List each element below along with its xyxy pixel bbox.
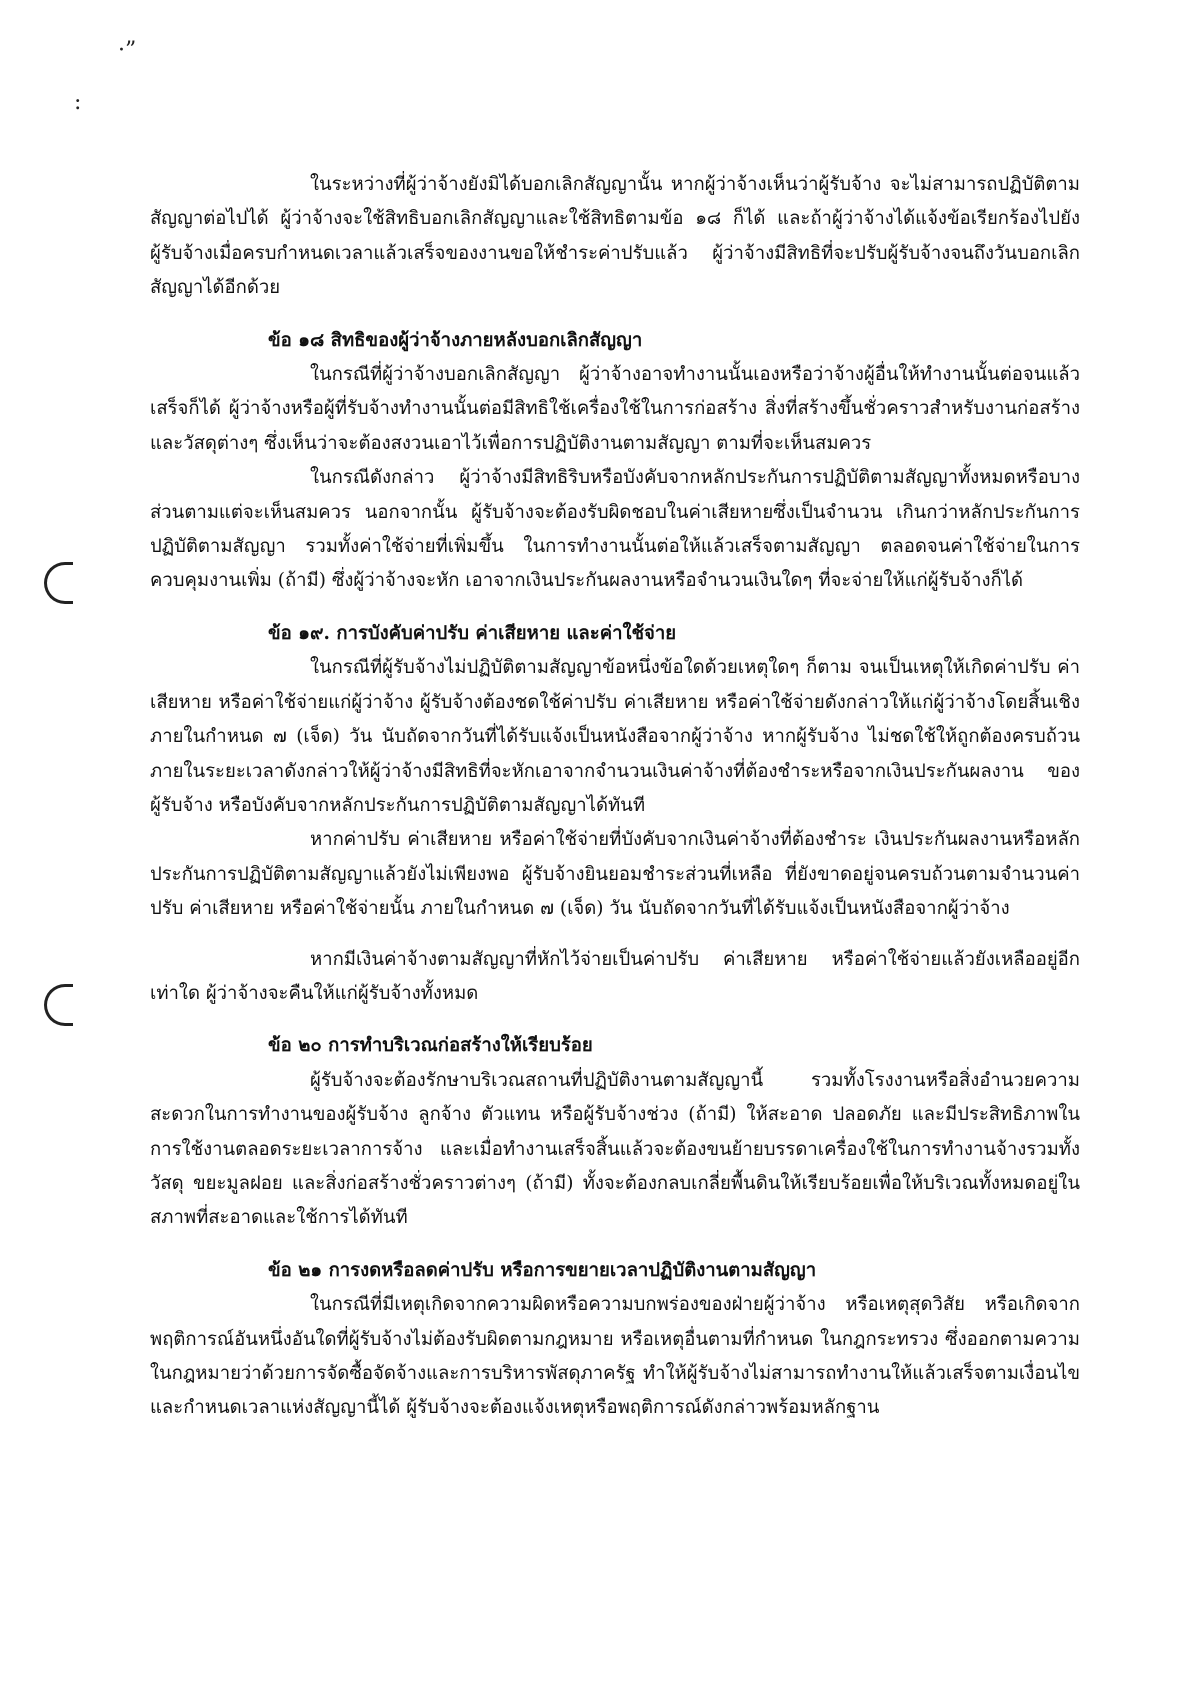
section-20 bbox=[150, 1029, 1080, 1235]
paragraph: ในกรณีที่ผู้ว่าจ้างบอกเลิกสัญญา ผู้ว่าจ้างอาจทำงานนั้นเองหรือว่าจ้างผู้อื่นให้ทำงานนั้นต่อจนแล้วเสร็จก็ได้ ผู้ว่าจ้างหรือผู้ที่รับจ้างทำงานนั้นต่อมีสิทธิใช้เครื่องใช้ในการก่อสร้าง สิ่งที่สร้างขึ้นชั่วคราวสำหรับงานก่อสร้าง และวัสดุต่างๆ ซึ่งเห็นว่าจะต้องสงวนเอาไว้เพื่อการปฏิบัติงานตามสัญญา ตามที่จะเห็นสมควร bbox=[150, 364, 1080, 454]
document-body bbox=[150, 168, 1080, 1426]
scan-mark-top: ·” bbox=[118, 38, 137, 63]
paragraph: ในกรณีที่มีเหตุเกิดจากความผิดหรือความบกพร่องของฝ่ายผู้ว่าจ้าง หรือเหตุสุดวิสัย หรือเกิดจากพฤติการณ์อันหนึ่งอันใดที่ผู้รับจ้างไม่ต้องรับผิดตามกฎหมาย หรือเหตุอื่นตามที่กำหนด ในกฎกระทรวง ซึ่งออกตามความในกฎหมายว่าด้วยการจัดซื้อจัดจ้างและการบริหารพัสดุภาครัฐ ทำให้ผู้รับจ้างไม่สามารถทำงานให้แล้วเสร็จตามเงื่อนไขและกำหนดเวลาแห่งสัญญานี้ได้ ผู้รับจ้างจะต้องแจ้งเหตุหรือพฤติการณ์ดังกล่าวพร้อมหลักฐาน bbox=[150, 1294, 1080, 1419]
section-18 bbox=[150, 324, 1080, 599]
section-heading: ข้อ ๒๐ การทำบริเวณก่อสร้างให้เรียบร้อย bbox=[268, 1035, 593, 1057]
paragraph: ผู้รับจ้างจะต้องรักษาบริเวณสถานที่ปฏิบัติงานตามสัญญานี้ รวมทั้งโรงงานหรือสิ่งอำนวยความสะดวกในการทำงานของผู้รับจ้าง ลูกจ้าง ตัวแทน หรือผู้รับจ้างช่วง (ถ้ามี) ให้สะอาด ปลอดภัย และมีประสิทธิภาพในการใช้งานตลอดระยะเวลาการจ้าง และเมื่อทำงานเสร็จสิ้นแล้วจะต้องขนย้ายบรรดาเครื่องใช้ในการทำงานจ้างรวมทั้งวัสดุ ขยะมูลฝอย และสิ่งก่อสร้างชั่วคราวต่างๆ (ถ้ามี) ทั้งจะต้องกลบเกลี่ยพื้นดินให้เรียบร้อยเพื่อให้บริเวณทั้งหมดอยู่ในสภาพที่สะอาดและใช้การได้ทันที bbox=[150, 1069, 1080, 1229]
margin-binding-mark bbox=[44, 984, 73, 1026]
section-heading: ข้อ ๑๙. การบังคับค่าปรับ ค่าเสียหาย และค่าใช้จ่าย bbox=[268, 622, 677, 644]
paragraph: ในระหว่างที่ผู้ว่าจ้างยังมิได้บอกเลิกสัญญานั้น หากผู้ว่าจ้างเห็นว่าผู้รับจ้าง จะไม่สามารถปฏิบัติตามสัญญาต่อไปได้ ผู้ว่าจ้างจะใช้สิทธิบอกเลิกสัญญาและใช้สิทธิตามข้อ ๑๘ ก็ได้ และถ้าผู้ว่าจ้างได้แจ้งข้อเรียกร้องไปยังผู้รับจ้างเมื่อครบกำหนดเวลาแล้วเสร็จของงานขอให้ชำระค่าปรับแล้ว ผู้ว่าจ้างมีสิทธิที่จะปรับผู้รับจ้างจนถึงวันบอกเลิกสัญญาได้อีกด้วย bbox=[150, 174, 1080, 299]
paragraph: หากมีเงินค่าจ้างตามสัญญาที่หักไว้จ่ายเป็นค่าปรับ ค่าเสียหาย หรือค่าใช้จ่ายแล้วยังเหลืออยู่อีกเท่าใด ผู้ว่าจ้างจะคืนให้แก่ผู้รับจ้างทั้งหมด bbox=[150, 948, 1080, 1004]
section-heading: ข้อ ๒๑ การงดหรือลดค่าปรับ หรือการขยายเวลาปฏิบัติงานตามสัญญา bbox=[268, 1259, 817, 1281]
section-21 bbox=[150, 1254, 1080, 1426]
margin-binding-mark bbox=[44, 562, 73, 604]
paragraph: หากค่าปรับ ค่าเสียหาย หรือค่าใช้จ่ายที่บังคับจากเงินค่าจ้างที่ต้องชำระ เงินประกันผลงานหรือหลักประกันการปฏิบัติตามสัญญาแล้วยังไม่เพียงพอ ผู้รับจ้างยินยอมชำระส่วนที่เหลือ ที่ยังขาดอยู่จนครบถ้วนตามจำนวนค่าปรับ ค่าเสียหาย หรือค่าใช้จ่ายนั้น ภายในกำหนด ๗ (เจ็ด) วัน นับถัดจากวันที่ได้รับแจ้งเป็นหนังสือจากผู้ว่าจ้าง bbox=[150, 829, 1080, 920]
paragraph: ในกรณีดังกล่าว ผู้ว่าจ้างมีสิทธิริบหรือบังคับจากหลักประกันการปฏิบัติตามสัญญาทั้งหมดหรือบางส่วนตามแต่จะเห็นสมควร นอกจากนั้น ผู้รับจ้างจะต้องรับผิดชอบในค่าเสียหายซึ่งเป็นจำนวน เกินกว่าหลักประกันการปฏิบัติตามสัญญา รวมทั้งค่าใช้จ่ายที่เพิ่มขึ้น ในการทำงานนั้นต่อให้แล้วเสร็จตามสัญญา ตลอดจนค่าใช้จ่ายในการควบคุมงานเพิ่ม (ถ้ามี) ซึ่งผู้ว่าจ้างจะหัก เอาจากเงินประกันผลงานหรือจำนวนเงินใดๆ ที่จะจ่ายให้แก่ผู้รับจ้างก็ได้ bbox=[150, 467, 1080, 592]
paragraph: ในกรณีที่ผู้รับจ้างไม่ปฏิบัติตามสัญญาข้อหนึ่งข้อใดด้วยเหตุใดๆ ก็ตาม จนเป็นเหตุให้เกิดค่าปรับ ค่าเสียหาย หรือค่าใช้จ่ายแก่ผู้ว่าจ้าง ผู้รับจ้างต้องชดใช้ค่าปรับ ค่าเสียหาย หรือค่าใช้จ่ายดังกล่าวให้แก่ผู้ว่าจ้างโดยสิ้นเชิงภายในกำหนด ๗ (เจ็ด) วัน นับถัดจากวันที่ได้รับแจ้งเป็นหนังสือจากผู้ว่าจ้าง หากผู้รับจ้าง ไม่ชดใช้ให้ถูกต้องครบถ้วนภายในระยะเวลาดังกล่าวให้ผู้ว่าจ้างมีสิทธิที่จะหักเอาจากจำนวนเงินค่าจ้างที่ต้องชำระหรือจากเงินประกันผลงาน ของผู้รับจ้าง หรือบังคับจากหลักประกันการปฏิบัติตามสัญญาได้ทันที bbox=[150, 657, 1080, 816]
section-heading: ข้อ ๑๘ สิทธิของผู้ว่าจ้างภายหลังบอกเลิกสัญญา bbox=[268, 329, 643, 351]
scan-mark-side: : bbox=[74, 90, 82, 115]
section-19 bbox=[150, 617, 1080, 1011]
